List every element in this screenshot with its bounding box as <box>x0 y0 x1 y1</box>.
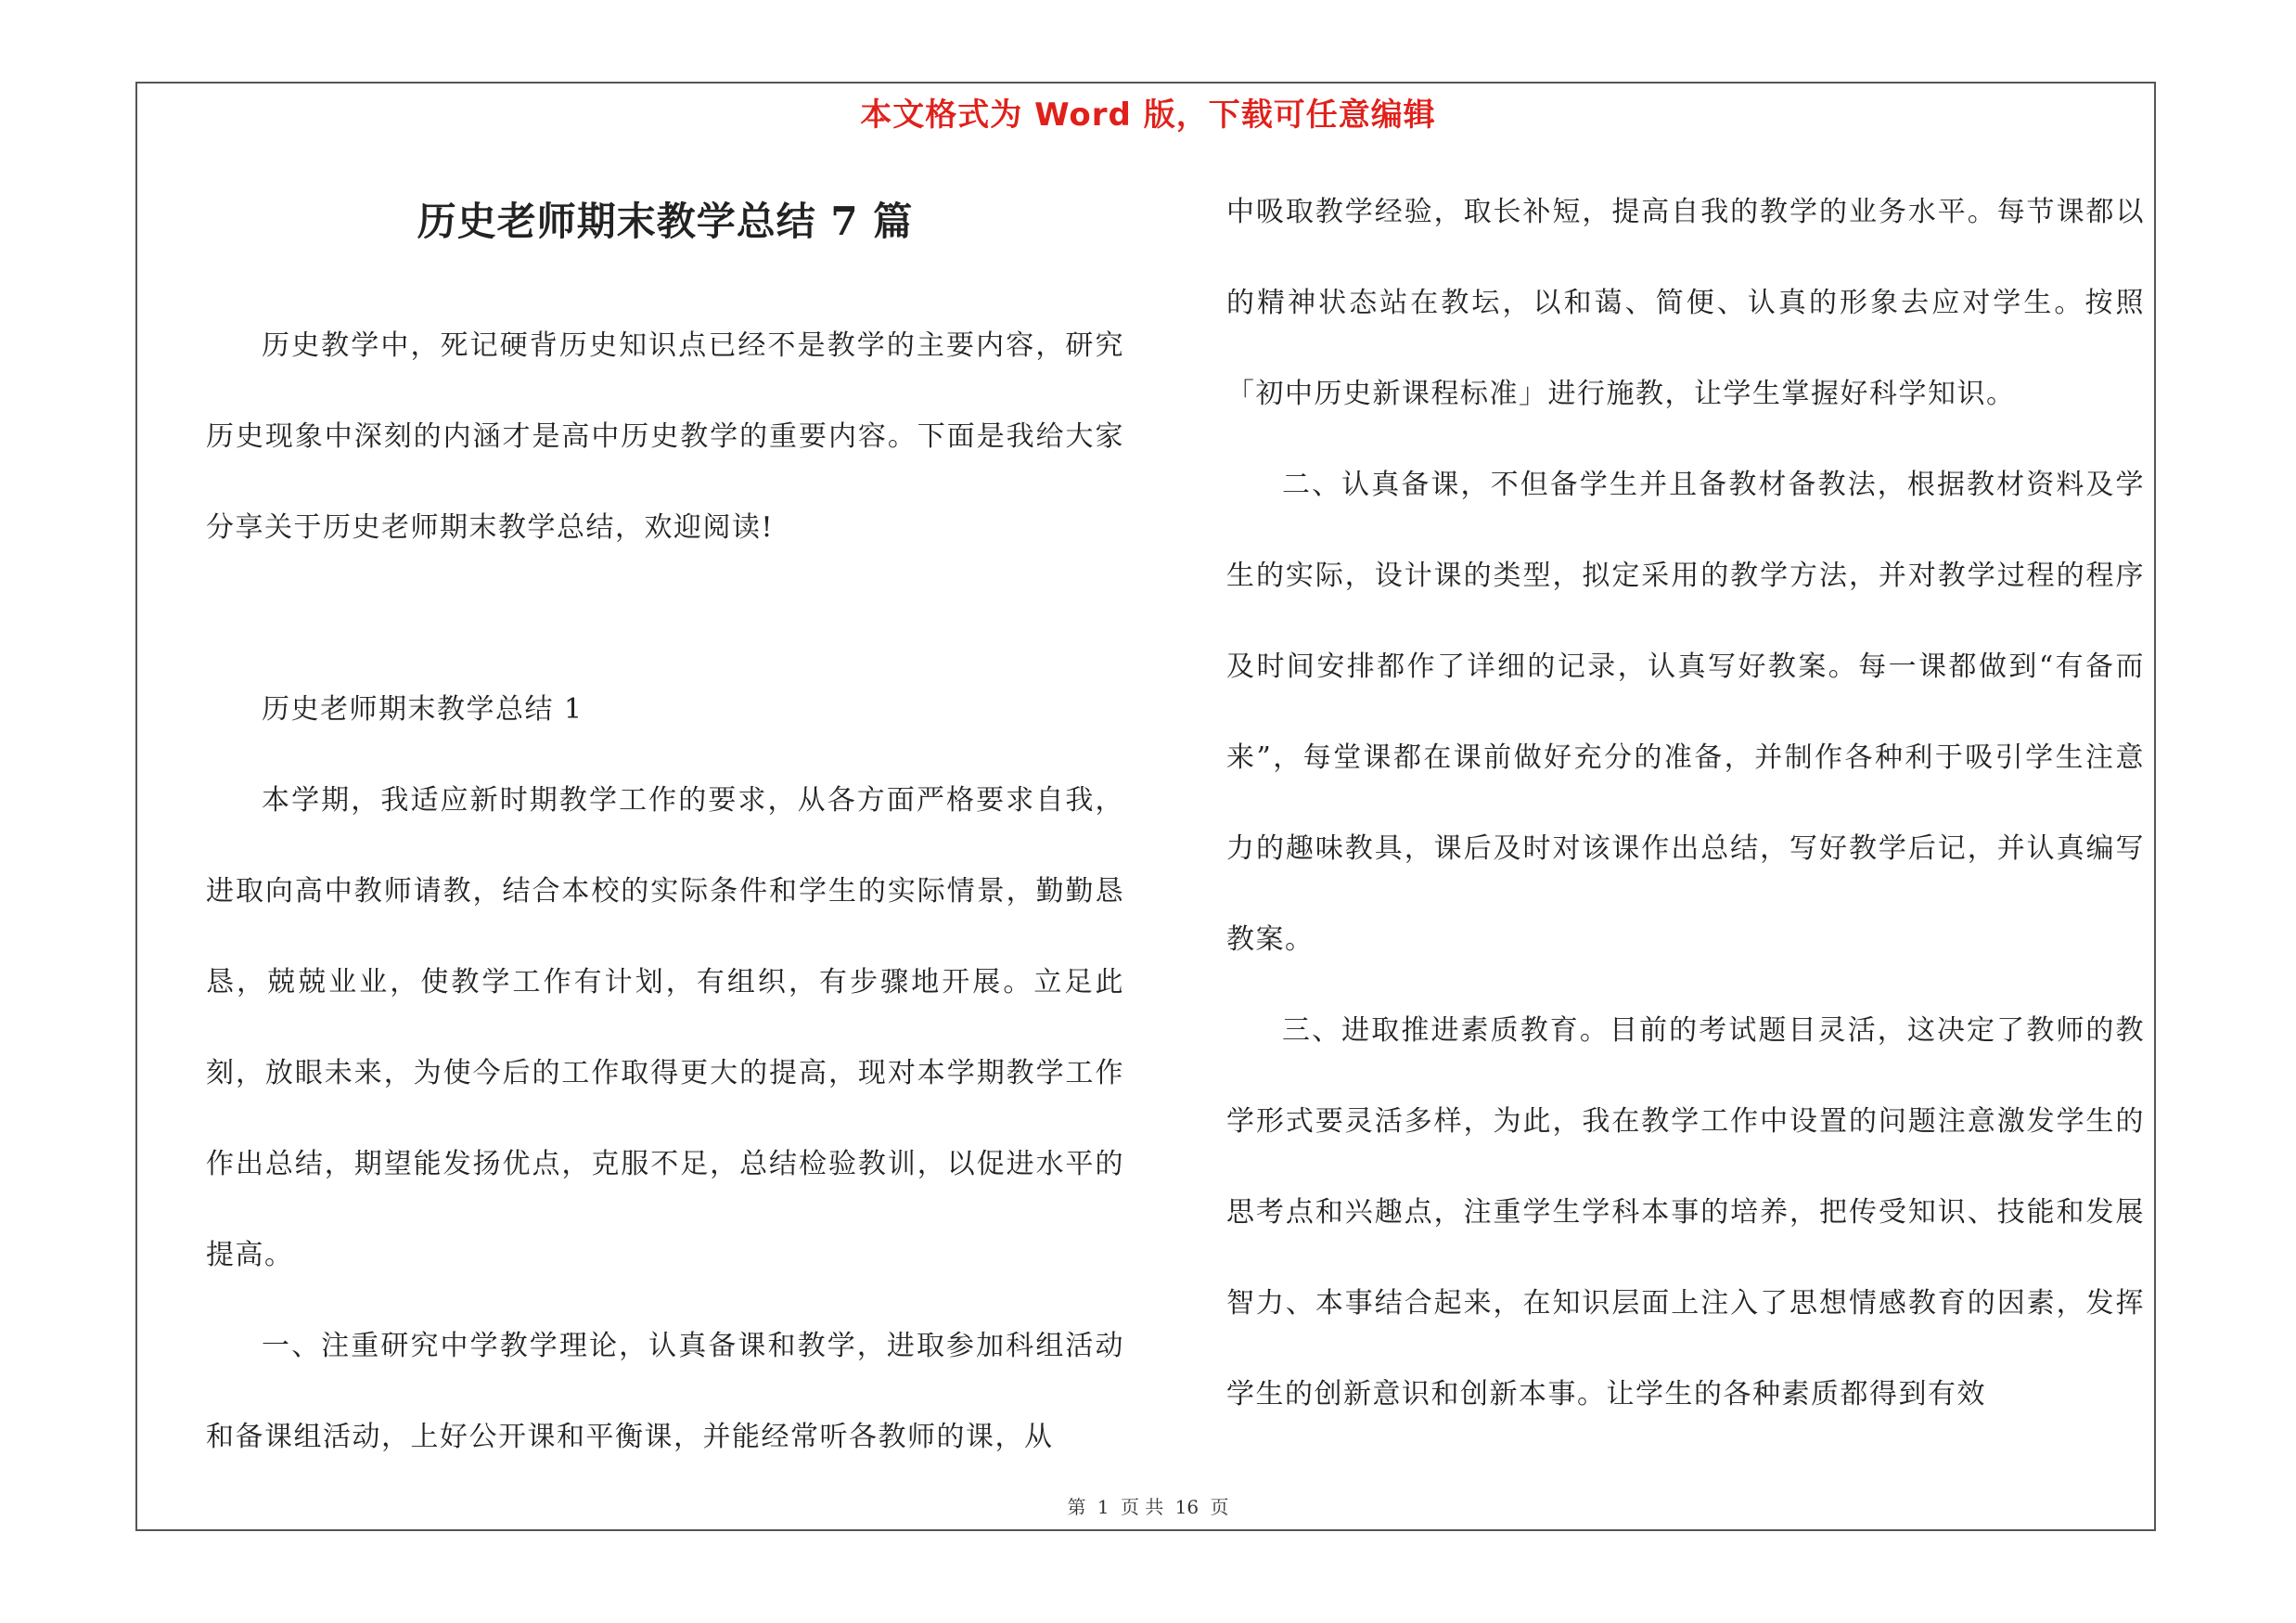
body-paragraph: 本学期，我适应新时期教学工作的要求，从各方面严格要求自我，进取向高中教师请教，结合本校的实际条件和学生的实际情景，勤勤恳恳，兢兢业业，使教学工作有计划，有组织，有步骤地开展。立足此刻，放眼未来，为使今后的工作取得更大的提高，现对本学期教学工作作出总结，期望能发扬优点，克服不足，总结检验教训，以促进水平的提高。 <box>206 784 1124 1271</box>
left-column <box>206 167 1124 1483</box>
page-footer <box>0 1492 2296 1519</box>
document-title: 历史老师期末教学总结 7 篇 <box>417 199 914 244</box>
intro-paragraph: 历史教学中，死记硬背历史知识点已经不是教学的主要内容，研究历史现象中深刻的内涵才是高中历史教学的重要内容。下面是我给大家分享关于历史老师期末教学总结，欢迎阅读! <box>206 329 1124 544</box>
body-paragraph: 一、注重研究中学教学理论，认真备课和教学，进取参加科组活动和备课组活动，上好公开课和平衡课，并能经常听各教师的课，从 <box>206 1330 1124 1453</box>
continued-paragraph: 中吸取教学经验，取长补短，提高自我的教学的业务水平。每节课都以的精神状态站在教坛，以和蔼、简便、认真的形象去应对学生。按照「初中历史新课程标准」进行施教，让学生掌握好科学知识。 <box>1226 196 2145 410</box>
body-paragraph: 三、进取推进素质教育。目前的考试题目灵活，这决定了教师的教学形式要灵活多样，为此，我在教学工作中设置的问题注意激发学生的思考点和兴趣点，注重学生学科本事的培养，把传受知识、技能和发展智力、本事结合起来，在知识层面上注入了思想情感教育的因素，发挥学生的创新意识和创新本事。让学生的各种素质都得到有效 <box>1226 1014 2145 1410</box>
footer-middle: 页 共 <box>1120 1496 1164 1518</box>
format-banner: 本文格式为 Word 版，下载可任意编辑 <box>860 97 1436 134</box>
right-column <box>1226 167 2145 1440</box>
total-pages: 16 <box>1174 1496 1199 1518</box>
section-heading: 历史老师期末教学总结 1 <box>262 693 584 726</box>
body-paragraph: 二、认真备课，不但备学生并且备教材备教法，根据教材资料及学生的实际，设计课的类型，拟定采用的教学方法，并对教学过程的程序及时间安排都作了详细的记录，认真写好教案。每一课都做到“有备而来”，每堂课都在课前做好充分的准备，并制作各种利于吸引学生注意力的趣味教具，课后及时对该课作出总结，写好教学后记，并认真编写教案。 <box>1226 469 2145 956</box>
footer-prefix: 第 <box>1067 1496 1086 1518</box>
footer-suffix: 页 <box>1210 1496 1229 1518</box>
page-number: 1 <box>1097 1496 1110 1518</box>
paragraph-gap <box>206 573 1124 664</box>
